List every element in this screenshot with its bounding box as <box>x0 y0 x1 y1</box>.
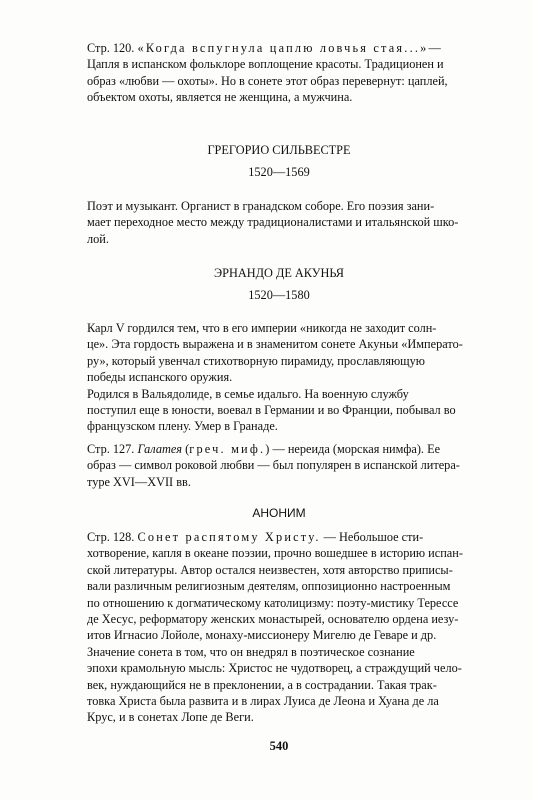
page-number: 540 <box>269 739 289 753</box>
spaced-title: «Когда вспугнула цаплю ловчья стая...» <box>137 41 429 55</box>
text-line: Крус, и в сонетах Лопе де Веги. <box>87 710 254 725</box>
text-line: мает переходное место между традиционалистами и итальянской шко- <box>87 215 459 230</box>
text-line: Карл V гордился тем, что в его империи «никогда не заходит солн- <box>87 321 437 335</box>
text-line: ру», который увенчал стихотворную пирамиду, прославляющую <box>87 353 425 368</box>
text-line: поступил еще в юности, воевал в Германии и во Франции, побывал во <box>87 403 456 418</box>
page-ref: Стр. 128. <box>87 530 138 544</box>
page-ref: Стр. 120. <box>87 41 138 55</box>
text-line: лой. <box>87 231 109 246</box>
note-page-120 <box>87 40 471 106</box>
author-bio-acuna <box>87 320 471 435</box>
dash: — <box>428 41 441 55</box>
text-line: туре XVI—XVII вв. <box>87 474 191 489</box>
note-page-128 <box>87 529 471 726</box>
text-line <box>87 529 471 545</box>
text-line: Родился в Вальядолиде, в семье идальго. На военную службу <box>87 386 409 401</box>
author-bio-silvestre <box>87 198 471 247</box>
text-line: вали различным религиозным деятелям, оппозиционно настроенным <box>87 579 451 594</box>
author-heading: ГРЕГОРИО СИЛЬВЕСТРЕ <box>207 143 351 157</box>
text-line: ской литературы. Автор остался неизвестен, хотя авторство приписы- <box>87 562 453 577</box>
text-line: Значение сонета в том, что он внедрял в поэтическое сознание <box>87 644 415 659</box>
author-dates: 1520—1580 <box>248 288 310 302</box>
text-run: — Небольшое сти- <box>320 530 424 544</box>
author-heading: ЭРНАНДО ДЕ АКУНЬЯ <box>214 266 344 280</box>
note-page-127 <box>87 441 471 490</box>
text-line: итов Игнасио Лойоле, монаху-миссионеру Мигелю де Геваре и др. <box>87 628 437 643</box>
italic-term: Галатея <box>137 442 183 456</box>
author-dates: 1520—1569 <box>248 165 310 179</box>
text-line: победы испанского оружия. <box>87 370 233 385</box>
text-line <box>87 40 471 56</box>
text-line: товка Христа была развита и в лирах Луиса де Леона и Хуана де ла <box>87 694 439 709</box>
text-line: век, нуждающийся не в преклонении, а в сострадании. Такая трак- <box>87 677 437 692</box>
spaced-title: Сонет распятому Христу. <box>137 530 321 544</box>
text-line: хотворение, капля в океане поэзии, прочно вошедшее в историю испан- <box>87 546 463 561</box>
text-line: образ «любви — охоты». Но в сонете этот образ перевернут: цаплей, <box>87 73 448 88</box>
text-line: Поэт и музыкант. Органист в гранадском соборе. Его поэзия зани- <box>87 199 435 213</box>
text-line: де Хесус, реформатору женских монастырей, основателю ордена иезу- <box>87 612 459 627</box>
text-line: Цапля в испанском фольклоре воплощение красоты. Традиционен и <box>87 57 444 72</box>
text-line: образ — символ роковой любви — был популярен в испанской литера- <box>87 458 460 473</box>
spaced-abbrev: греч. миф. <box>189 442 266 456</box>
text-line <box>87 441 471 457</box>
text-line: це». Эта гордость выражена и в знаменитом сонете Акуньи «Императо- <box>87 337 463 352</box>
text-line: эпохи крамольную мысль: Христос не чудотворец, а страждущий чело- <box>87 661 462 676</box>
text-line: по отношению к догматическому католицизму: поэту-мистику Терессе <box>87 595 459 610</box>
text-line: объектом охоты, является не женщина, а мужчина. <box>87 90 353 105</box>
text-run: ) — нереида (морская нимфа). Ее <box>265 442 441 456</box>
section-heading: АНОНИМ <box>252 506 306 520</box>
paren: ( <box>182 442 190 456</box>
text-line: французском плену. Умер в Гранаде. <box>87 419 278 434</box>
page-ref: Стр. 127. <box>87 442 138 456</box>
